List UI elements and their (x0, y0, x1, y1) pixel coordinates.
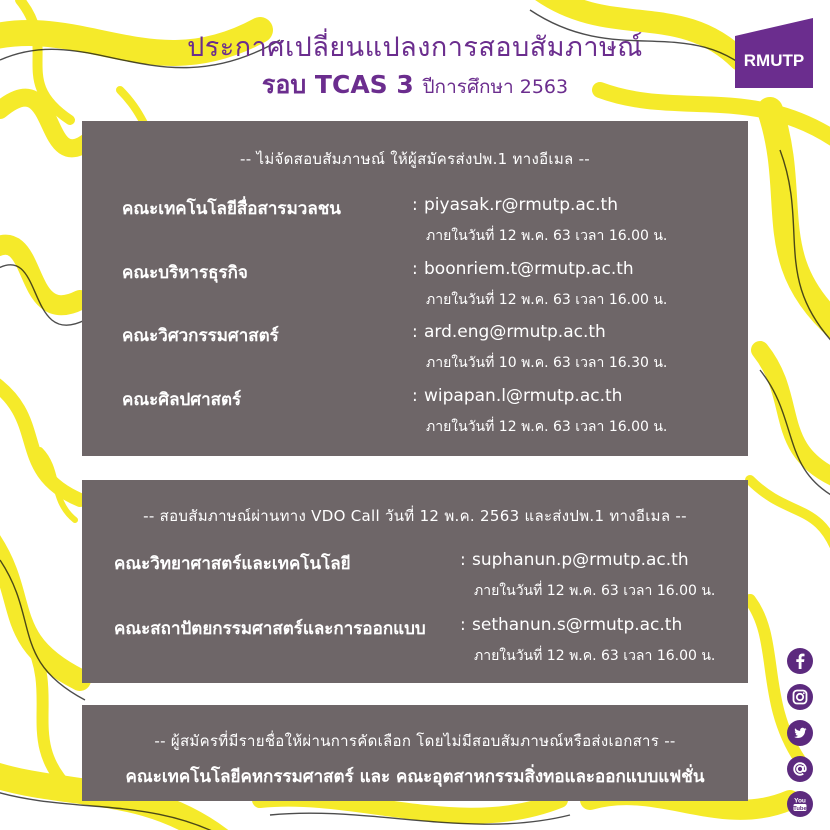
twitter-icon[interactable] (786, 719, 814, 747)
submission-deadline: ภายในวันที่ 12 พ.ค. 63 เวลา 16.00 น. (474, 648, 716, 664)
submission-deadline: ภายในวันที่ 12 พ.ค. 63 เวลา 16.00 น. (474, 583, 716, 599)
separator-colon: : (412, 259, 418, 279)
section-heading: -- สอบสัมภาษณ์ผ่านทาง VDO Call วันที่ 12 พ.ค. 2563 และส่งปพ.1 ทางอีเมล -- (143, 507, 687, 525)
faculty-email: boonriem.t@rmutp.ac.th (424, 259, 634, 279)
title-round: รอบ TCAS 3 (261, 70, 414, 99)
submission-deadline: ภายในวันที่ 10 พ.ค. 63 เวลา 16.30 น. (426, 355, 668, 371)
announcement-title (100, 28, 730, 104)
submission-deadline: ภายในวันที่ 12 พ.ค. 63 เวลา 16.00 น. (426, 228, 668, 244)
title-line-2 (100, 68, 730, 104)
facebook-icon[interactable] (786, 647, 814, 675)
faculty-name: คณะบริหารธุรกิจ (122, 263, 248, 283)
title-line-1: ประกาศเปลี่ยนแปลงการสอบสัมภาษณ์ (187, 32, 643, 63)
faculty-name: คณะศิลปศาสตร์ (122, 390, 242, 410)
faculty-name: คณะวิทยาศาสตร์และเทคโนโลยี (114, 554, 351, 574)
youtube-icon[interactable] (786, 790, 814, 818)
submission-deadline: ภายในวันที่ 12 พ.ค. 63 เวลา 16.00 น. (426, 292, 668, 308)
rmutp-logo (735, 18, 813, 88)
instagram-icon[interactable] (786, 683, 814, 711)
faculty-email: sethanun.s@rmutp.ac.th (472, 615, 683, 635)
faculty-name: คณะเทคโนโลยีสื่อสารมวลชน (122, 199, 341, 219)
separator-colon: : (412, 386, 418, 406)
svg-text:Tube: Tube (793, 805, 807, 812)
separator-colon: : (460, 550, 466, 570)
faculty-email: suphanun.p@rmutp.ac.th (472, 550, 689, 570)
pass-without-interview-section (82, 705, 748, 801)
separator-colon: : (460, 615, 466, 635)
faculty-name: คณะวิศวกรรมศาสตร์ (122, 326, 279, 346)
section-heading: -- ผู้สมัครที่มีรายชื่อให้ผ่านการคัดเลือก โดยไม่มีสอบสัมภาษณ์หรือส่งเอกสาร -- (154, 732, 676, 750)
separator-colon: : (412, 322, 418, 342)
svg-text:RMUTP: RMUTP (743, 51, 805, 70)
separator-colon: : (412, 195, 418, 215)
email-at-icon[interactable] (786, 755, 814, 783)
faculty-email: wipapan.l@rmutp.ac.th (424, 386, 623, 406)
exempt-faculties: คณะเทคโนโลยีคหกรรมศาสตร์ และ คณะอุตสาหกรรมสิ่งทอและออกแบบแฟชั่น (125, 767, 705, 787)
faculty-name: คณะสถาปัตยกรรมศาสตร์และการออกแบบ (114, 619, 426, 639)
faculty-email: piyasak.r@rmutp.ac.th (424, 195, 618, 215)
submission-deadline: ภายในวันที่ 12 พ.ค. 63 เวลา 16.00 น. (426, 419, 668, 435)
title-academic-year: ปีการศึกษา 2563 (422, 76, 569, 98)
svg-text:You: You (794, 797, 806, 805)
vdo-call-interview-section (82, 480, 748, 683)
section-heading: -- ไม่จัดสอบสัมภาษณ์ ให้ผู้สมัครส่งปพ.1 ทางอีเมล -- (239, 150, 590, 168)
no-interview-section (82, 121, 748, 456)
faculty-email: ard.eng@rmutp.ac.th (424, 322, 606, 342)
